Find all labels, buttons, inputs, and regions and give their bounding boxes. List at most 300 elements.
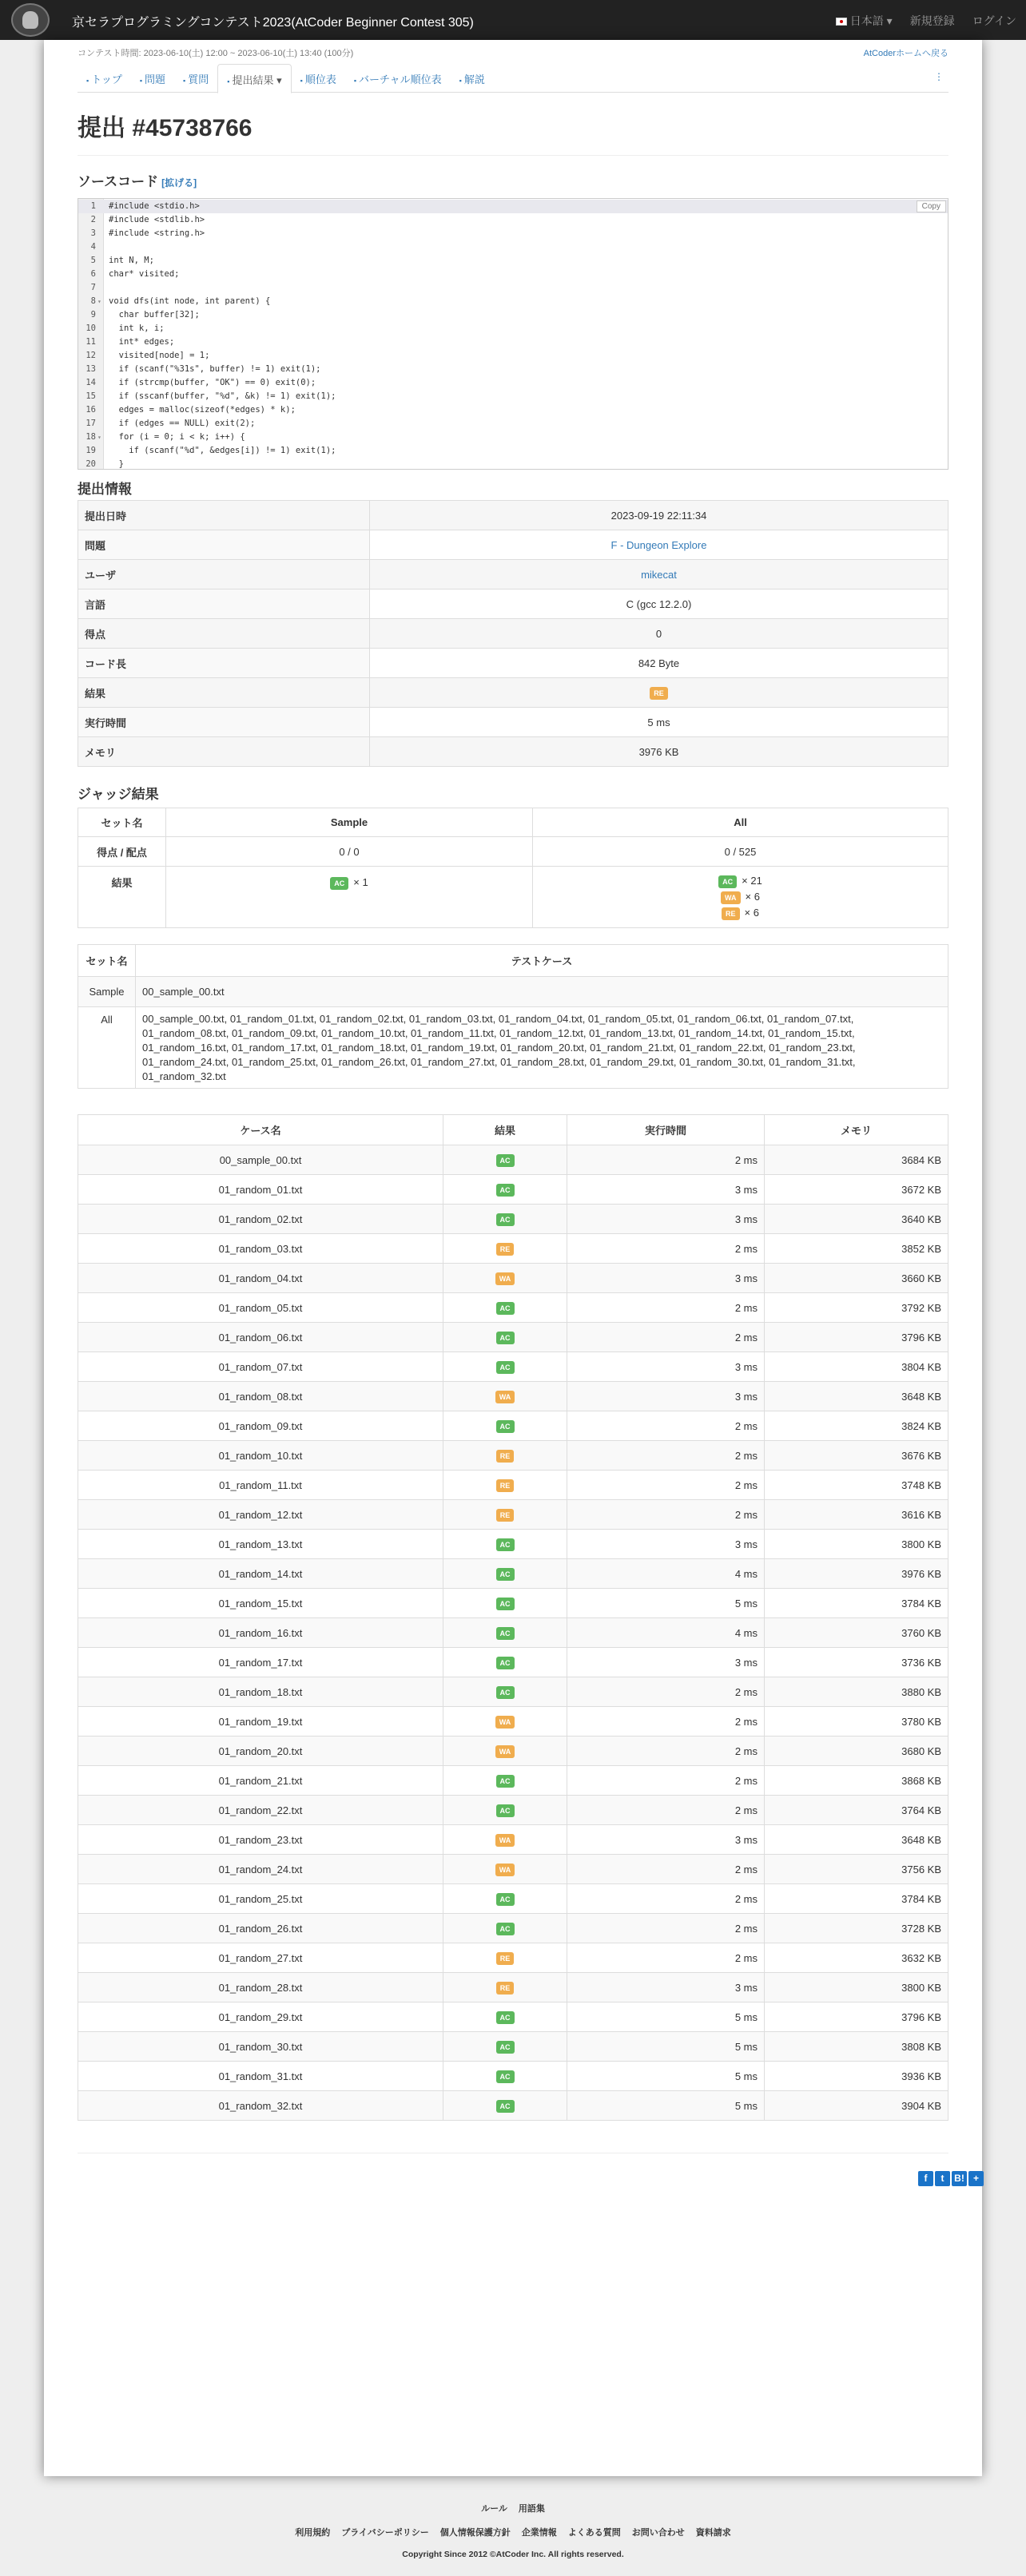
case-memory: 3796 KB [765, 2002, 948, 2032]
expand-link[interactable]: [拡げる] [161, 177, 197, 189]
tab-virtual-standings[interactable] [345, 64, 451, 93]
case-memory: 3684 KB [765, 1145, 948, 1175]
case-list: 00_sample_00.txt [136, 977, 948, 1007]
more-menu-icon[interactable]: ⋮ [934, 71, 944, 82]
table-row [78, 1707, 948, 1737]
col-memory[interactable]: メモリ [765, 1115, 948, 1145]
table-row [78, 1205, 948, 1234]
code-text: visited[node] = 1; [109, 351, 210, 360]
code-line [78, 240, 948, 254]
case-name: 01_random_23.txt [78, 1825, 443, 1855]
info-row [78, 589, 948, 619]
tab-standings[interactable] [292, 64, 345, 93]
line-number: 18 [86, 432, 96, 442]
submissions-icon: ▪ [227, 77, 230, 85]
status-badge-re: RE [650, 687, 668, 700]
footer-link[interactable]: ルール [481, 2504, 507, 2514]
case-memory: 3660 KB [765, 1264, 948, 1293]
code-line [78, 403, 948, 417]
sample-score: 0 / 0 [166, 837, 533, 867]
case-result [443, 1766, 567, 1796]
status-badge-ac: AC [496, 1686, 515, 1699]
case-memory: 3616 KB [765, 1500, 948, 1530]
case-time: 3 ms [567, 1648, 765, 1677]
main-container [44, 40, 982, 2476]
table-row [78, 1175, 948, 1205]
copyright: Copyright Since 2012 ©AtCoder Inc. All rights reserved. [402, 2550, 624, 2559]
case-name: 01_random_27.txt [78, 1943, 443, 1973]
col-result[interactable]: 結果 [443, 1115, 567, 1145]
table-row [78, 1677, 948, 1707]
case-result [443, 1884, 567, 1914]
case-name: 01_random_15.txt [78, 1589, 443, 1618]
line-number: 8 [90, 296, 96, 306]
case-memory: 3672 KB [765, 1175, 948, 1205]
info-row [78, 708, 948, 737]
case-result [443, 2091, 567, 2121]
testcase-set-table [78, 944, 948, 1089]
info-row [78, 619, 948, 649]
case-name: 01_random_07.txt [78, 1352, 443, 1382]
status-badge-ac: AC [496, 1538, 515, 1551]
info-value: 3976 KB [370, 737, 948, 767]
case-time: 3 ms [567, 1352, 765, 1382]
info-key: 結果 [78, 678, 370, 708]
case-memory: 3792 KB [765, 1293, 948, 1323]
tab-problems[interactable] [131, 64, 174, 93]
status-badge-wa: WA [495, 1272, 515, 1285]
twitter-share-icon[interactable]: t [935, 2171, 950, 2186]
line-number: 5 [90, 256, 96, 265]
line-number: 10 [86, 323, 96, 333]
info-row [78, 530, 948, 560]
case-result [443, 1530, 567, 1559]
case-result [443, 1205, 567, 1234]
code-text: int* edges; [109, 337, 175, 347]
info-value: 5 ms [370, 708, 948, 737]
book-icon: ▪ [459, 77, 462, 85]
table-row [78, 2091, 948, 2121]
code-text: for (i = 0; i < k; i++) { [109, 432, 245, 442]
info-row [78, 678, 948, 708]
code-line [78, 200, 948, 213]
table-row [78, 1648, 948, 1677]
table-row [78, 1618, 948, 1648]
result-count-text: × 21 [742, 875, 762, 887]
code-text: char* visited; [109, 269, 180, 279]
table-row [78, 1589, 948, 1618]
table-row [78, 1914, 948, 1943]
case-name: 01_random_16.txt [78, 1618, 443, 1648]
case-time: 2 ms [567, 1677, 765, 1707]
case-result [443, 1500, 567, 1530]
col-sample: Sample [166, 808, 533, 837]
tab-label: 解説 [463, 73, 485, 85]
case-name: 01_random_02.txt [78, 1205, 443, 1234]
tab-top[interactable] [78, 64, 131, 93]
info-link[interactable]: mikecat [641, 568, 677, 581]
case-time: 3 ms [567, 1530, 765, 1559]
table-row [78, 1796, 948, 1825]
code-line [78, 268, 948, 281]
info-key: 問題 [78, 530, 370, 560]
home-link[interactable]: AtCoderホームへ戻る [863, 49, 948, 58]
status-badge-ac: AC [496, 2011, 515, 2024]
case-name: 01_random_31.txt [78, 2062, 443, 2091]
line-number: 6 [90, 269, 96, 279]
result-count-text: × 6 [745, 891, 760, 903]
case-time: 2 ms [567, 1796, 765, 1825]
case-name: 01_random_32.txt [78, 2091, 443, 2121]
code-text: if (scanf("%31s", buffer) != 1) exit(1); [109, 364, 321, 374]
case-memory: 3648 KB [765, 1825, 948, 1855]
table-row [78, 2032, 948, 2062]
list-icon: ▪ [139, 77, 143, 85]
case-memory: 3780 KB [765, 1707, 948, 1737]
case-memory: 3880 KB [765, 1677, 948, 1707]
case-time: 2 ms [567, 1234, 765, 1264]
case-time: 3 ms [567, 1973, 765, 2002]
table-row [78, 1737, 948, 1766]
case-memory: 3784 KB [765, 1589, 948, 1618]
case-name: 01_random_29.txt [78, 2002, 443, 2032]
virtual-standings-icon: ▪ [353, 77, 357, 85]
language-menu[interactable]: 日本語 ▾ [836, 13, 893, 29]
table-row [78, 1973, 948, 2002]
case-memory: 3904 KB [765, 2091, 948, 2121]
case-name: 01_random_28.txt [78, 1973, 443, 2002]
tab-editorial[interactable] [451, 64, 494, 93]
case-name: 01_random_25.txt [78, 1884, 443, 1914]
code-line [78, 295, 948, 308]
row-result-label: 結果 [78, 867, 166, 928]
language-label: 日本語 [849, 14, 884, 27]
case-result [443, 1323, 567, 1352]
info-value: 2023-09-19 22:11:34 [370, 501, 948, 530]
standings-icon: ▪ [300, 77, 303, 85]
case-memory: 3852 KB [765, 1234, 948, 1264]
case-result [443, 1825, 567, 1855]
case-result [443, 1264, 567, 1293]
share-buttons [918, 2171, 984, 2186]
info-row [78, 649, 948, 678]
case-time: 3 ms [567, 1825, 765, 1855]
case-memory: 3800 KB [765, 1530, 948, 1559]
code-line [78, 308, 948, 322]
footer-link[interactable]: プライバシーポリシー [341, 2528, 429, 2538]
line-number: 4 [90, 242, 96, 252]
code-text: int k, i; [109, 323, 165, 333]
case-memory: 3764 KB [765, 1796, 948, 1825]
page-title: 提出 #45738766 [78, 115, 253, 141]
case-result [443, 1677, 567, 1707]
case-memory: 3680 KB [765, 1737, 948, 1766]
all-results [533, 867, 948, 928]
status-badge-ac: AC [496, 1598, 515, 1610]
case-name: 01_random_21.txt [78, 1766, 443, 1796]
status-badge-ac: AC [496, 1213, 515, 1226]
status-badge-ac: AC [718, 875, 737, 888]
testcase-result-table [78, 1114, 948, 2121]
status-badge-ac: AC [496, 1184, 515, 1197]
tab-label: バーチャル順位表 [359, 73, 442, 85]
code-text: } [109, 459, 124, 469]
table-row [78, 1500, 948, 1530]
code-line [78, 417, 948, 431]
top-navbar [0, 0, 1026, 40]
source-code-editor[interactable] [78, 198, 948, 470]
table-row [78, 1559, 948, 1589]
case-result [443, 1707, 567, 1737]
col-all: All [533, 808, 948, 837]
code-line [78, 213, 948, 227]
col-testcases: テストケース [136, 945, 948, 977]
table-row [78, 1471, 948, 1500]
line-number: 20 [86, 459, 96, 469]
case-name: 01_random_05.txt [78, 1293, 443, 1323]
status-badge-re: RE [496, 1450, 515, 1463]
case-name: 01_random_22.txt [78, 1796, 443, 1825]
status-badge-re: RE [496, 1243, 515, 1256]
tab-label: 問題 [145, 73, 166, 85]
tab-questions[interactable] [174, 64, 217, 93]
col-time[interactable]: 実行時間 [567, 1115, 765, 1145]
case-list: 00_sample_00.txt, 01_random_01.txt, 01_random_02.txt, 01_random_03.txt, 01_random_04.txt, 01_random_05.txt, 01_random_06.txt, 01_random_07.txt, 01_random_08.txt, 01_random_09.txt, 01_random_10.txt, 01_random_11.txt, 01_random_12.txt, 01_random_13.txt, 01_random_14.txt, 01_random_15.txt, 01_random_16.txt, 01_random_17.txt, 01_random_18.txt, 01_random_19.txt, 01_random_20.txt, 01_random_21.txt, 01_random_22.txt, 01_random_23.txt, 01_random_24.txt, 01_random_25.txt, 01_random_26.txt, 01_random_27.txt, 01_random_28.txt, 01_random_29.txt, 01_random_30.txt, 01_random_31.txt, 01_random_32.txt [136, 1007, 948, 1089]
col-set-name: セット名 [78, 945, 136, 977]
case-memory: 3760 KB [765, 1618, 948, 1648]
case-memory: 3976 KB [765, 1559, 948, 1589]
case-time: 2 ms [567, 1943, 765, 1973]
source-heading-text: ソースコード [78, 174, 159, 189]
table-row [78, 1293, 948, 1323]
table-row [78, 2002, 948, 2032]
line-number: 14 [86, 378, 96, 387]
case-time: 3 ms [567, 1205, 765, 1234]
footer-link[interactable]: 企業情報 [521, 2528, 557, 2538]
table-row [78, 1382, 948, 1411]
case-memory: 3756 KB [765, 1855, 948, 1884]
result-count [533, 873, 948, 889]
case-memory: 3632 KB [765, 1943, 948, 1973]
case-result [443, 1352, 567, 1382]
info-row [78, 560, 948, 589]
info-row [78, 737, 948, 767]
code-text: if (edges == NULL) exit(2); [109, 419, 256, 428]
result-count-text: × 1 [353, 876, 368, 888]
code-line [78, 458, 948, 470]
case-time: 3 ms [567, 1264, 765, 1293]
status-badge-ac: AC [330, 877, 348, 890]
case-name: 01_random_14.txt [78, 1559, 443, 1589]
tab-label: 質問 [188, 73, 209, 85]
fold-arrow-icon[interactable]: ▾ [97, 434, 101, 441]
case-name: 01_random_13.txt [78, 1530, 443, 1559]
code-line [78, 390, 948, 403]
table-row [78, 1411, 948, 1441]
info-heading: 提出情報 [78, 482, 132, 497]
case-name: 01_random_24.txt [78, 1855, 443, 1884]
home-icon: ▪ [86, 77, 89, 85]
code-text: edges = malloc(sizeof(*edges) * k); [109, 405, 296, 415]
result-count [533, 905, 948, 921]
table-row [78, 1352, 948, 1382]
case-time: 2 ms [567, 1707, 765, 1737]
case-name: 00_sample_00.txt [78, 1145, 443, 1175]
code-line [78, 254, 948, 268]
col-set-name: セット名 [78, 808, 166, 837]
table-row [78, 1441, 948, 1471]
case-time: 2 ms [567, 1855, 765, 1884]
case-time: 2 ms [567, 1441, 765, 1471]
atcoder-logo[interactable] [11, 3, 50, 37]
line-number: 1 [90, 201, 96, 211]
case-result [443, 1471, 567, 1500]
case-result [443, 1855, 567, 1884]
status-badge-ac: AC [496, 1154, 515, 1167]
line-number: 12 [86, 351, 96, 360]
code-line [78, 227, 948, 240]
line-number: 7 [90, 283, 96, 292]
case-memory: 3728 KB [765, 1914, 948, 1943]
case-name: 01_random_20.txt [78, 1737, 443, 1766]
info-link[interactable]: F - Dungeon Explore [610, 538, 707, 551]
japan-flag-icon [836, 18, 847, 26]
all-score: 0 / 525 [533, 837, 948, 867]
case-memory: 3800 KB [765, 1973, 948, 2002]
case-name: 01_random_10.txt [78, 1441, 443, 1471]
case-name: 01_random_06.txt [78, 1323, 443, 1352]
case-time: 3 ms [567, 1175, 765, 1205]
code-text: #include <stdio.h> [109, 201, 200, 211]
code-text: char buffer[32]; [109, 310, 200, 320]
case-time: 2 ms [567, 1411, 765, 1441]
code-line [78, 335, 948, 349]
case-result [443, 1796, 567, 1825]
register-link[interactable]: 新規登録 [909, 14, 955, 27]
tab-label: 順位表 [304, 73, 336, 85]
case-name: 01_random_18.txt [78, 1677, 443, 1707]
result-count-text: × 6 [744, 907, 759, 919]
info-value [370, 678, 948, 708]
code-line [78, 444, 948, 458]
case-result [443, 1175, 567, 1205]
status-badge-ac: AC [496, 1804, 515, 1817]
source-heading [78, 170, 197, 190]
status-badge-wa: WA [495, 1745, 515, 1758]
case-name: 01_random_01.txt [78, 1175, 443, 1205]
status-badge-ac: AC [496, 1302, 515, 1315]
fold-arrow-icon[interactable]: ▾ [97, 298, 101, 305]
share-plus-icon[interactable]: + [968, 2171, 984, 2186]
case-result [443, 1737, 567, 1766]
info-key: 実行時間 [78, 708, 370, 737]
table-row [78, 1145, 948, 1175]
login-link[interactable]: ログイン [972, 14, 1016, 27]
case-time: 2 ms [567, 1471, 765, 1500]
case-memory: 3796 KB [765, 1323, 948, 1352]
info-key: ユーザ [78, 560, 370, 589]
tab-label: 提出結果 [232, 74, 274, 86]
copy-button[interactable]: Copy [917, 200, 946, 212]
info-value: C (gcc 12.2.0) [370, 589, 948, 619]
case-result [443, 1382, 567, 1411]
code-text: #include <stdlib.h> [109, 215, 205, 224]
row-score-label: 得点 / 配点 [78, 837, 166, 867]
case-time: 5 ms [567, 1589, 765, 1618]
case-result [443, 1441, 567, 1471]
case-memory: 3748 KB [765, 1471, 948, 1500]
case-time: 2 ms [567, 1323, 765, 1352]
table-row [78, 1825, 948, 1855]
code-text: void dfs(int node, int parent) { [109, 296, 271, 306]
status-badge-ac: AC [496, 1361, 515, 1374]
footer-link[interactable]: 資料請求 [695, 2528, 731, 2538]
info-value: 0 [370, 619, 948, 649]
line-number: 13 [86, 364, 96, 374]
status-badge-ac: AC [496, 1775, 515, 1788]
case-result [443, 1943, 567, 1973]
table-row [78, 1264, 948, 1293]
footer-link[interactable]: 個人情報保護方針 [439, 2528, 511, 2538]
case-name: 01_random_03.txt [78, 1234, 443, 1264]
sample-results [166, 867, 533, 928]
footer-link[interactable]: 利用規約 [295, 2528, 331, 2538]
case-memory: 3804 KB [765, 1352, 948, 1382]
judge-result-table [78, 808, 948, 928]
case-memory: 3936 KB [765, 2062, 948, 2091]
table-row [78, 1855, 948, 1884]
case-time: 4 ms [567, 1559, 765, 1589]
table-row [78, 1884, 948, 1914]
status-badge-wa: WA [495, 1864, 515, 1876]
case-time: 4 ms [567, 1618, 765, 1648]
footer-link[interactable]: お問い合わせ [631, 2528, 685, 2538]
facebook-share-icon[interactable]: f [918, 2171, 933, 2186]
contest-time: コンテスト時間: 2023-06-10(土) 12:00 ~ 2023-06-10(土) 13:40 (100分) [78, 49, 354, 58]
submission-info-table [78, 500, 948, 767]
footer-link[interactable]: よくある質問 [567, 2528, 621, 2538]
case-memory: 3648 KB [765, 1382, 948, 1411]
code-line [78, 322, 948, 335]
case-memory: 3676 KB [765, 1441, 948, 1471]
tab-submissions[interactable]: ▪ 提出結果 ▾ [217, 64, 291, 93]
hatena-bookmark-icon[interactable]: B! [952, 2171, 967, 2186]
set-name: Sample [78, 977, 136, 1007]
case-name: 01_random_12.txt [78, 1500, 443, 1530]
contest-title[interactable]: 京セラプログラミングコンテスト2023(AtCoder Beginner Contest 305) [72, 16, 474, 30]
info-row [78, 501, 948, 530]
status-badge-ac: AC [496, 2041, 515, 2054]
status-badge-re: RE [496, 1952, 515, 1965]
info-value: 842 Byte [370, 649, 948, 678]
col-case-name[interactable]: ケース名 [78, 1115, 443, 1145]
case-memory: 3784 KB [765, 1884, 948, 1914]
code-line [78, 431, 948, 444]
case-memory: 3824 KB [765, 1411, 948, 1441]
case-result [443, 1559, 567, 1589]
code-text: #include <string.h> [109, 228, 205, 238]
tab-label: トップ [91, 73, 122, 85]
case-time: 2 ms [567, 1145, 765, 1175]
info-key: 提出日時 [78, 501, 370, 530]
line-number: 9 [90, 310, 96, 320]
footer-link[interactable]: 用語集 [518, 2504, 545, 2514]
case-name: 01_random_09.txt [78, 1411, 443, 1441]
code-text: if (sscanf(buffer, "%d", &k) != 1) exit(1); [109, 391, 336, 401]
case-memory: 3868 KB [765, 1766, 948, 1796]
case-result [443, 1973, 567, 2002]
case-time: 5 ms [567, 2002, 765, 2032]
